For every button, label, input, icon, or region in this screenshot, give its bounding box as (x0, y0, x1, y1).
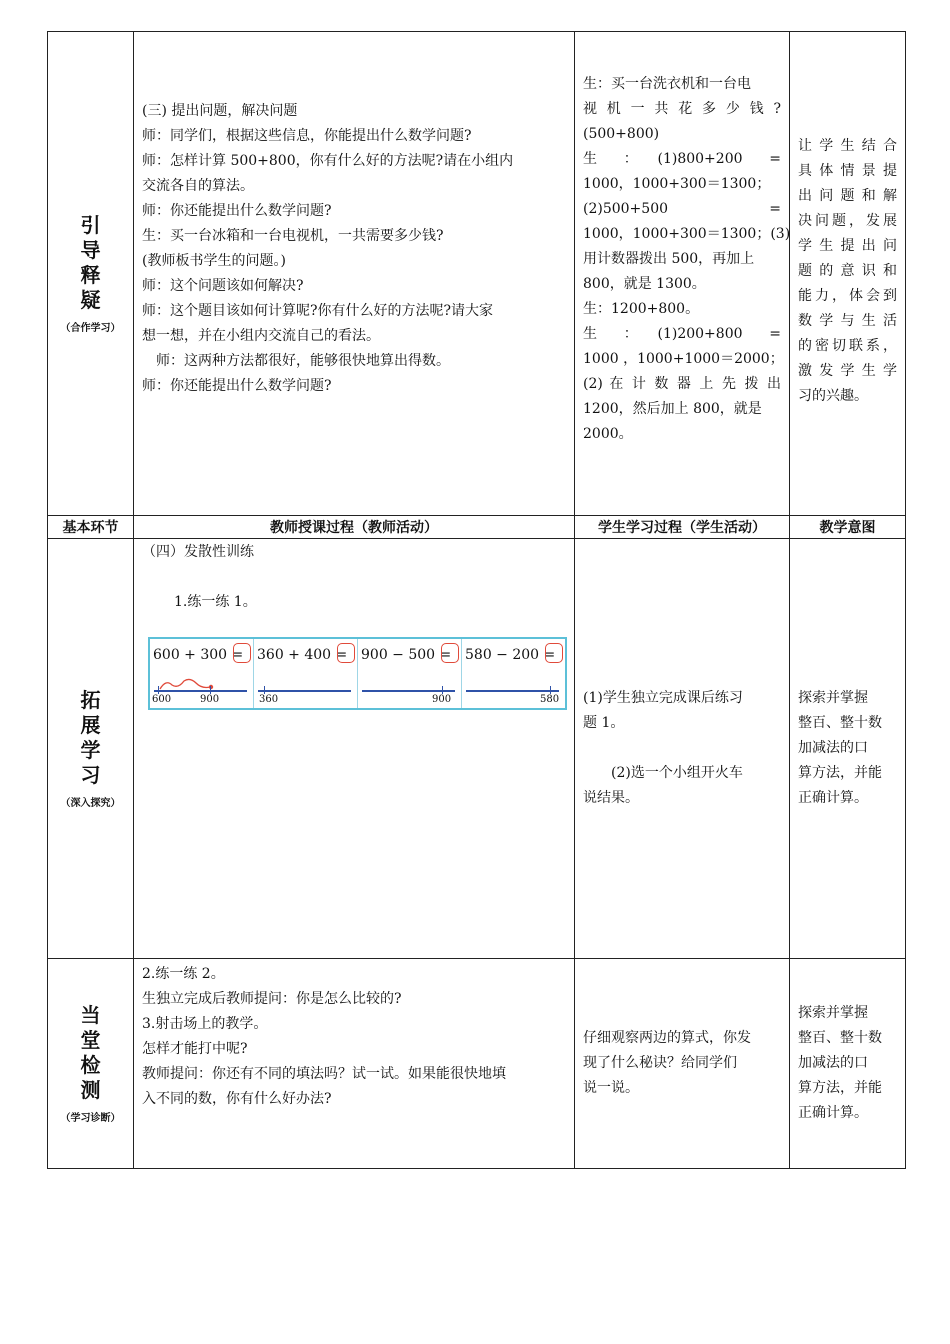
intent-check (790, 959, 906, 1169)
text-line: 师：你还能提出什么数学问题? (142, 378, 332, 394)
text-line: 师：你还能提出什么数学问题? (142, 203, 332, 219)
text-line: 想一想，并在小组内交流自己的看法。 (142, 328, 380, 344)
text-line: 能力，体会到 (798, 288, 897, 304)
header-intent: 教学意图 (790, 516, 906, 539)
text-line: (2)500+500 = (583, 201, 781, 217)
text-line: 怎样才能打中呢? (142, 1041, 248, 1057)
text-line: 用计数器拨出 500，再加上 (583, 251, 755, 267)
text-line: 师：这两种方法都很好，能够很快地算出得数。 (142, 353, 450, 369)
intent-extend (790, 539, 906, 959)
text-line: 1000 ，1000+1000＝2000； (583, 351, 784, 367)
text-line: (教师板书学生的问题。) (142, 253, 286, 269)
answer-box[interactable] (337, 643, 355, 663)
text-line: 数学与生活 (798, 313, 897, 329)
exercise-item (462, 639, 565, 708)
text-line: 视 机 一 共 花 多 少 钱 ? (583, 101, 781, 117)
text-line: 说结果。 (583, 790, 639, 806)
text-line: 交流各自的算法。 (142, 178, 254, 194)
text-line: 习的兴趣。 (798, 388, 868, 404)
text-line: 决问题，发展 (798, 213, 897, 229)
header-student: 学生学习过程（学生活动） (575, 516, 790, 539)
text-line: 算方法，并能 (798, 1080, 882, 1096)
exercise-image (148, 637, 567, 710)
column-header-row (48, 516, 906, 539)
header-stage: 基本环节 (48, 516, 134, 539)
text-line: 学生提出问 (798, 238, 897, 254)
text-line: 2000。 (583, 426, 633, 442)
answer-box[interactable] (441, 643, 459, 663)
text-line: 的密切联系， (798, 338, 897, 354)
row-guide (48, 32, 906, 516)
text-line: 1000，1000+300＝1300； (583, 176, 771, 192)
text-line: 正确计算。 (798, 790, 868, 806)
tick-label: 600 (152, 694, 172, 705)
tick-mark (158, 686, 159, 694)
text-line: 800，就是 1300。 (583, 276, 706, 292)
text-line: 3.射击场上的教学。 (142, 1016, 268, 1032)
exercise-expression: 900 − 500 = (361, 647, 452, 663)
exercise-expression: 580 − 200 = (465, 647, 556, 663)
text-line: 入不同的数，你有什么好办法? (142, 1091, 332, 1107)
text-line (583, 736, 781, 761)
text-line: 具体情景提 (798, 163, 897, 179)
tick-label: 900 (200, 694, 220, 705)
text-line: 整百、整十数 (798, 715, 882, 731)
tick-mark (442, 686, 443, 694)
text-line: 现了什么秘诀？给同学们 (583, 1055, 737, 1071)
stage-subtitle-check: （学习诊断） (60, 1113, 121, 1124)
text-line: 1200，然后加上 800，就是 (583, 401, 762, 417)
text-line: 加减法的口 (798, 1055, 868, 1071)
text-line: 探索并掌握 (798, 690, 868, 706)
number-line (154, 690, 247, 692)
exercise-item (358, 639, 462, 708)
stage-title-guide: 引 导 释 疑 (80, 213, 101, 312)
text-line: 生 ： (1)200+800 = (583, 326, 781, 342)
text-line: 说一说。 (583, 1080, 639, 1096)
teacher-activity-guide (134, 32, 575, 516)
student-activity-extend (575, 539, 790, 959)
text-line: (500+800) (583, 126, 660, 142)
text-line: (2)选一个小组开火车 (583, 765, 743, 781)
text-line: （四）发散性训练 (142, 544, 254, 560)
tick-label: 580 (540, 694, 560, 705)
tick-label: 900 (432, 694, 452, 705)
text-line: 题的意识和 (798, 263, 897, 279)
header-teacher: 教师授课过程（教师活动） (134, 516, 575, 539)
number-line (258, 690, 351, 692)
tick-mark (264, 686, 265, 694)
lesson-plan-table (47, 31, 906, 1169)
text-line: 仔细观察两边的算式，你发 (583, 1030, 751, 1046)
text-line: 整百、整十数 (798, 1030, 882, 1046)
tick-mark (550, 686, 551, 694)
teacher-activity-check (134, 959, 575, 1169)
text-line: (2) 在 计 数 器 上 先 拨 出 (583, 376, 781, 392)
number-line (466, 690, 559, 692)
stage-subtitle-guide: （合作学习） (60, 323, 121, 334)
stage-cell-extend (48, 539, 134, 959)
text-line: 出问题和解 (798, 188, 897, 204)
text-line: 生：1200+800。 (583, 301, 700, 317)
text-line: 师：同学们，根据这些信息，你能提出什么数学问题? (142, 128, 472, 144)
text-line: 1000，1000+300＝1300；(3) (583, 226, 791, 242)
exercise-item (254, 639, 358, 708)
text-line: 2.练一练 2。 (142, 966, 225, 982)
exercise-expression: 600 + 300 = (153, 647, 244, 663)
text-line: 生：买一台冰箱和一台电视机，一共需要多少钱? (142, 228, 444, 244)
student-activity-guide (575, 32, 790, 516)
stage-subtitle-extend: （深入探究） (60, 798, 121, 809)
text-line: 生 ： (1)800+200 = (583, 151, 781, 167)
stage-title-extend: 拓 展 学 习 (80, 688, 101, 787)
tick-label: 360 (259, 694, 279, 705)
text-line: 探索并掌握 (798, 1005, 868, 1021)
row-check (48, 959, 906, 1169)
exercise-item (150, 639, 254, 708)
jump-arc-icon (152, 675, 222, 691)
text-line: 生：买一台洗衣机和一台电 (583, 76, 751, 92)
text-line: 加减法的口 (798, 740, 868, 756)
text-line: 师：这个题目该如何计算呢?你有什么好的方法呢?请大家 (142, 303, 494, 319)
text-line: 1.练一练 1。 (174, 594, 257, 610)
text-line: 激发学生学 (798, 363, 897, 379)
text-line: 生独立完成后教师提问：你是怎么比较的? (142, 991, 402, 1007)
text-line: 正确计算。 (798, 1105, 868, 1121)
stage-title-check: 当 堂 检 测 (80, 1003, 101, 1102)
teacher-activity-extend (134, 539, 575, 959)
student-activity-check (575, 959, 790, 1169)
text-line: (1)学生独立完成课后练习 (583, 690, 743, 706)
row-extend (48, 539, 906, 959)
text-line: 让学生结合 (798, 138, 897, 154)
stage-cell-guide (48, 32, 134, 516)
intent-guide (790, 32, 906, 516)
text-line: 教师提问：你还有不同的填法吗？试一试。如果能很快地填 (142, 1066, 506, 1082)
tick-mark (210, 686, 211, 694)
stage-cell-check (48, 959, 134, 1169)
text-line: 算方法，并能 (798, 765, 882, 781)
answer-box[interactable] (545, 643, 563, 663)
text-line: 师：这个问题该如何解决? (142, 278, 304, 294)
text-line: (三) 提出问题，解决问题 (142, 103, 298, 119)
text-line: 师：怎样计算 500+800，你有什么好的方法呢?请在小组内 (142, 153, 514, 169)
text-line: 题 1。 (583, 715, 625, 731)
exercise-expression: 360 + 400 = (257, 647, 348, 663)
answer-box[interactable] (233, 643, 251, 663)
